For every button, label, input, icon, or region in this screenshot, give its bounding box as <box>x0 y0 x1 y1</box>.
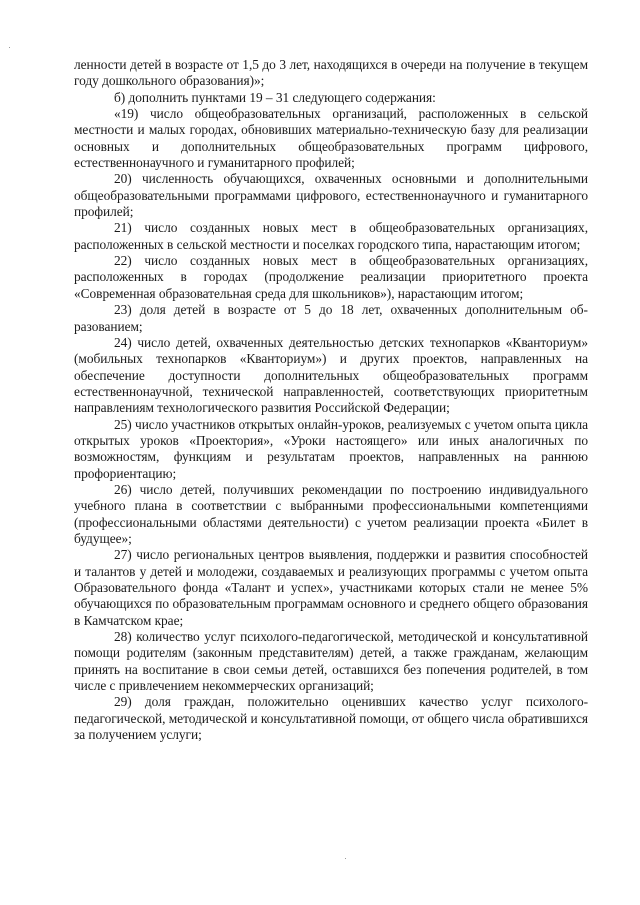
paragraph-amendment-b: б) дополнить пунктами 19 – 31 следующего содержания: <box>114 89 436 105</box>
paragraph-item-26: 26) число детей, получивших рекомендации по построению индивидуального учебного плана в соответствии с выбранными профессиональными компетенциями (профессиональными областями деятельности) с учетом реализации проекта «Билет в будущее»; <box>74 481 588 546</box>
paragraph-continuation: ленности детей в возрасте от 1,5 до 3 лет, находящихся в очереди на получение в текущем году дошкольного образования)»; <box>74 57 588 89</box>
paragraph-item-20: 20) численность обучающихся, охваченных основными и дополнительными общеобразовательными программами цифрового, естественнонаучного и гуманитарного профилей; <box>74 171 588 220</box>
paragraph-item-23: 23) доля детей в возрасте от 5 до 18 лет, охваченных дополнительным образованием; <box>74 302 588 334</box>
paragraph-item-25: 25) число участников открытых онлайн-уроков, реализуемых с учетом опыта цикла открытых уроков «Проектория», «Уроки настоящего» или иных аналогичных по возможностям, функциям и результатам проектов, направленных на раннюю профориентацию; <box>74 416 588 481</box>
document-body <box>74 57 588 743</box>
scan-speck <box>345 858 346 859</box>
paragraph-item-19: «19) число общеобразовательных организаций, расположенных в сельской местности и малых городах, обновивших материально-техническую базу для реализации основных и дополнительных общеобразовательных программ цифрового, естественнонаучного и гуманитарного профилей; <box>74 106 588 171</box>
paragraph-item-28: 28) количество услуг психолого-педагогической, методической и консультативной помощи родителям (законным представителям) детей, а также гражданам, желающим принять на воспитание в свои семьи детей, оставшихся без попечения родителей, в том числе с привлечением некоммерческих организаций; <box>74 629 588 694</box>
paragraph-item-29: 29) доля граждан, положительно оценивших качество услуг психолого-педагогической, методической и консультативной помощи, от общего числа обратившихся за получением услуги; <box>74 694 588 743</box>
paragraph-item-22: 22) число созданных новых мест в общеобразовательных организациях, расположенных в городах (продолжение реализации приоритетного проекта «Современная образовательная среда для школьников»), нарастающим итогом; <box>74 253 588 301</box>
paragraph-item-21: 21) число созданных новых мест в общеобразовательных организациях, расположенных в сельской местности и поселках городского типа, нарастающим итогом; <box>74 220 588 252</box>
paragraph-item-24: 24) число детей, охваченных деятельностью детских технопарков «Кванториум» (мобильных технопарков «Кванториум») и других проектов, направленных на обеспечение доступности дополнительных общеобразовательных программ естественнонаучной, технической направленностей, соответствующих приоритетным направлениям технологического развития Российской Федерации; <box>74 334 588 416</box>
scan-speck <box>9 47 10 48</box>
paragraph-item-27: 27) число региональных центров выявления, поддержки и развития способностей и талантов у детей и молодежи, создаваемых и реализующих программы с учетом опыта Образовательного фонда «Талант и успех», участниками которых стали не менее 5% обучающихся по образовательным программам основного и среднего общего образования в Камчатском крае; <box>74 547 588 628</box>
